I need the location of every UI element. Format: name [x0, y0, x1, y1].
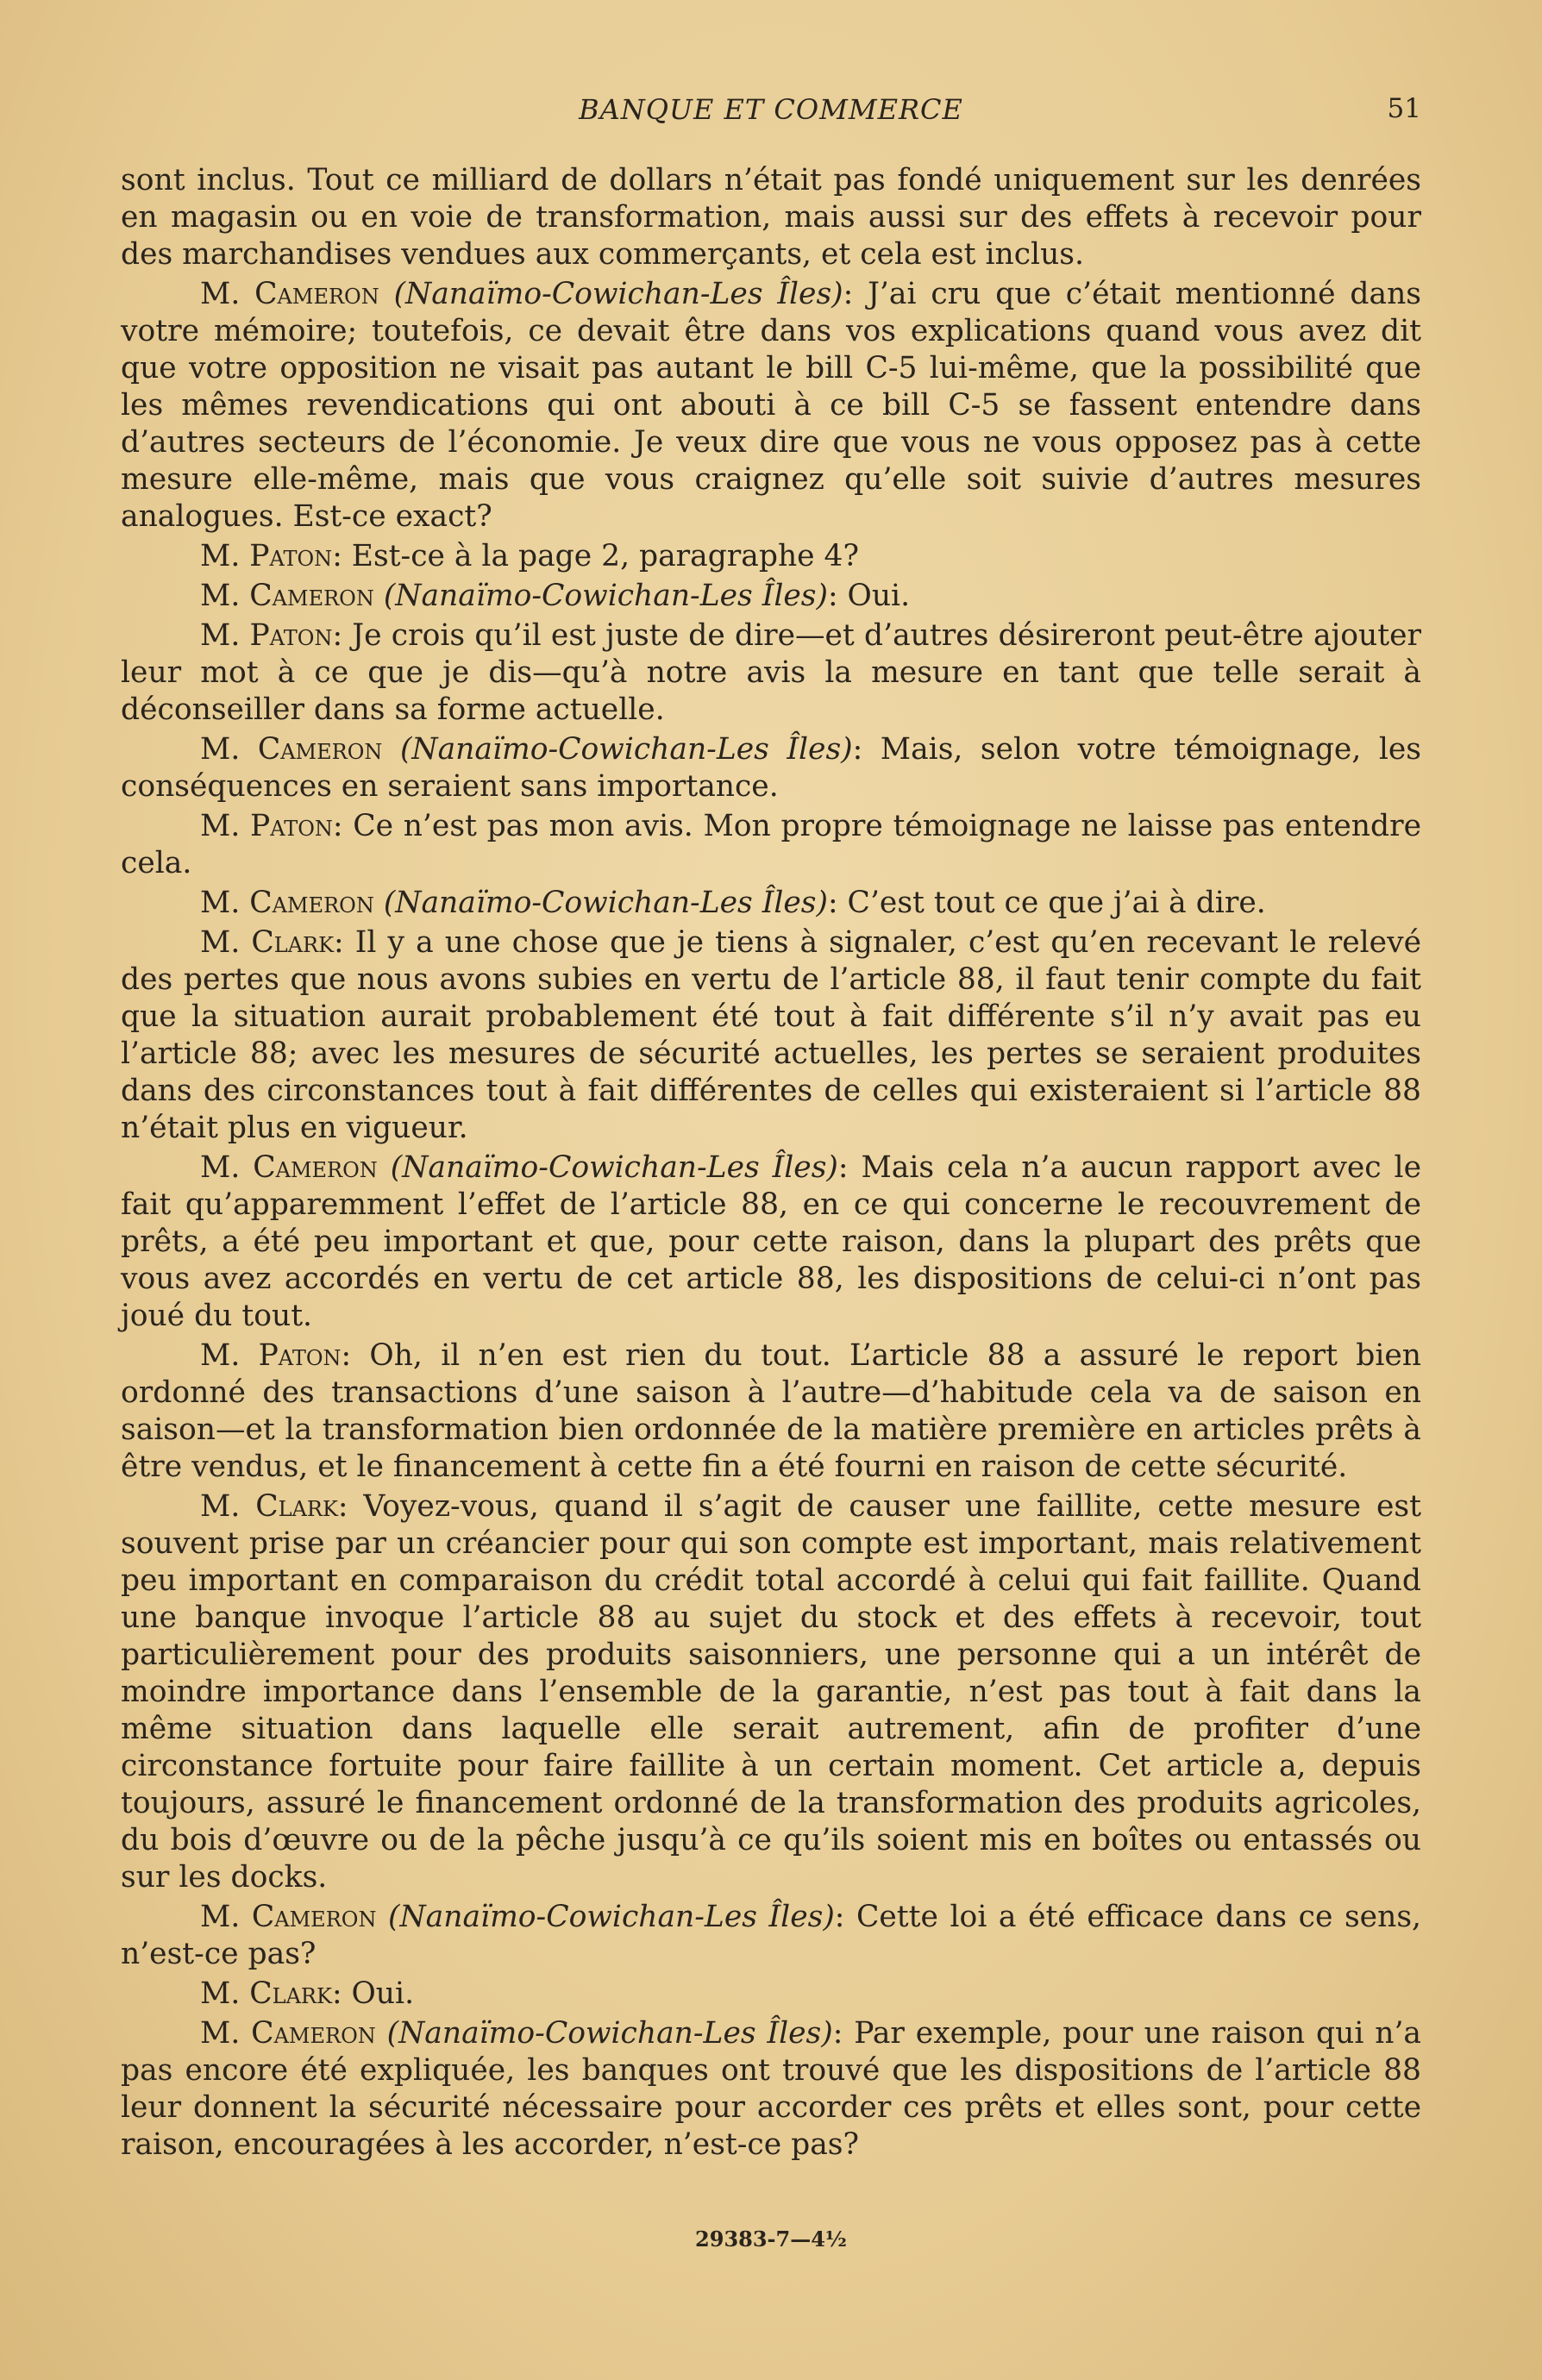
paragraph — [121, 885, 1421, 922]
speaker-name: Paton — [249, 539, 333, 573]
speaker-name: Clark — [249, 1976, 332, 2011]
speaker-name: Clark — [251, 925, 335, 960]
page-number: 51 — [1387, 93, 1421, 124]
speaker-prefix: M. — [200, 809, 250, 843]
speaker-name: Cameron — [253, 1150, 378, 1185]
paragraph-text: : C’est tout ce que j’ai à dire. — [827, 886, 1266, 920]
speaker-name: Paton — [258, 1338, 342, 1373]
paragraph-text: : Mais, selon votre témoignage, les conséquences en seraient sans importance. — [121, 732, 1421, 804]
speaker-name: Paton — [249, 618, 333, 653]
running-title: BANQUE ET COMMERCE — [579, 93, 963, 126]
speaker-prefix: M. — [200, 1489, 256, 1524]
speaker-name: Cameron — [249, 579, 374, 613]
paragraph — [121, 1149, 1421, 1335]
paragraph — [121, 924, 1421, 1147]
paragraph-text: : J’ai cru que c’était mentionné dans votre mémoire; toutefois, ce devait être dans vos explications quand vous avez dit que votre opposition ne visait pas autant le bill C-5 lui-même, que la possibilité que les mêmes revendications qui ont abouti à ce bill C-5 se fassent entendre dans d’autres secteurs de l’économie. Je veux dire que vous ne vous opposez pas à cette mesure elle-même, mais que vous craignez qu’elle soit suivie d’autres mesures analogues. Est-ce exact? — [121, 277, 1421, 534]
speaker-riding: (Nanaïmo-Cowichan-Les Îles) — [383, 579, 828, 613]
paragraph-text: : Oui. — [827, 579, 911, 613]
speaker-riding: (Nanaïmo-Cowichan-Les Îles) — [390, 1150, 838, 1185]
paragraph-text: : Ce n’est pas mon avis. Mon propre témoignage ne laisse pas entendre cela. — [121, 809, 1421, 880]
speaker-prefix: M. — [200, 579, 250, 613]
paragraph-text: : Voyez-vous, quand il s’agit de causer une faillite, cette mesure est souvent prise par un créancier pour qui son compte est important, mais relativement peu important en comparaison du crédit total accordé à celui qui fait faillite. Quand une banque invoque l’article 88 au sujet du stock et des effets à recevoir, tout particulièrement pour des produits saisonniers, une personne qui a un intérêt de moindre importance dans l’ensemble de la garantie, n’est pas tout à fait dans la même situation dans laquelle elle serait autrement, afin de profiter d’une circonstance fortuite pour faire faillite à un certain moment. Cet article a, depuis toujours, assuré le financement ordonné de la transformation des produits agricoles, du bois d’œuvre ou de la pêche jusqu’à ce qu’ils soient mis en boîtes ou entassés ou sur les docks. — [121, 1489, 1421, 1895]
paragraph — [121, 1899, 1421, 1973]
paragraph-text: sont inclus. Tout ce milliard de dollars n’était pas fondé uniquement sur les denrées en magasin ou en voie de transformation, mais aussi sur des effets à recevoir pour des marchandises vendues aux commerçants, et cela est inclus. — [121, 163, 1421, 272]
running-header — [121, 93, 1421, 136]
paragraph — [121, 1337, 1421, 1486]
paragraph — [121, 2015, 1421, 2164]
paragraph — [121, 538, 1421, 575]
paragraph — [121, 1976, 1421, 2013]
paragraph — [121, 162, 1421, 273]
paragraph — [121, 578, 1421, 615]
speaker-riding: (Nanaïmo-Cowichan-Les Îles) — [393, 277, 843, 311]
paragraph — [121, 276, 1421, 536]
speaker-prefix: M. — [200, 1976, 250, 2011]
speaker-prefix: M. — [200, 925, 252, 960]
speaker-name: Clark — [255, 1489, 338, 1524]
paragraph-text: : Cette loi a été efficace dans ce sens, n’est-ce pas? — [121, 1900, 1421, 1971]
paragraph — [121, 731, 1421, 805]
speaker-name: Cameron — [257, 732, 383, 767]
speaker-riding: (Nanaïmo-Cowichan-Les Îles) — [399, 732, 853, 767]
paragraph-text: : Il y a une chose que je tiens à signaler, c’est qu’en recevant le relevé des pertes que nous avons subies en vertu de l’article 88, il faut tenir compte du fait que la situation aurait probablement été tout à fait différente s’il n’y avait pas eu l’article 88; avec les mesures de sécurité actuelles, les pertes se seraient produites dans des circonstances tout à fait différentes de celles qui existeraient si l’article 88 n’était plus en vigueur. — [121, 925, 1421, 1145]
speaker-prefix: M. — [200, 539, 250, 573]
speaker-prefix: M. — [200, 1900, 252, 1934]
speaker-prefix: M. — [200, 2016, 252, 2051]
speaker-riding: (Nanaïmo-Cowichan-Les Îles) — [386, 2016, 833, 2051]
paragraph-text: : Je crois qu’il est juste de dire—et d’autres désireront peut-être ajouter leur mot à ce que je dis—qu’à notre avis la mesure en tant que telle serait à déconseiller dans sa forme actuelle. — [121, 618, 1421, 727]
paragraph-text: : Est-ce à la page 2, paragraphe 4? — [332, 539, 859, 573]
paragraph-text: : Mais cela n’a aucun rapport avec le fait qu’apparemment l’effet de l’article 88, en ce qui concerne le recouvrement de prêts, a été peu important et que, pour cette raison, dans la plupart des prêts que vous avez accordés en vertu de cet article 88, les dispositions de celui-ci n’ont pas joué du tout. — [121, 1150, 1421, 1333]
speaker-prefix: M. — [200, 277, 255, 311]
paragraph — [121, 617, 1421, 729]
speaker-riding: (Nanaïmo-Cowichan-Les Îles) — [383, 886, 828, 920]
speaker-name: Paton — [249, 809, 333, 843]
paragraph-text: : Oui. — [331, 1976, 415, 2011]
paragraph-text: : Oh, il n’en est rien du tout. L’article 88 a assuré le report bien ordonné des transactions d’une saison à l’autre—d’habitude cela va de saison en saison—et la transformation bien ordonnée de la matière première en articles prêts à être vendus, et le financement à cette fin a été fourni en raison de cette sécurité. — [121, 1338, 1421, 1484]
speaker-name: Cameron — [249, 886, 374, 920]
speaker-prefix: M. — [200, 1150, 254, 1185]
body-text — [121, 162, 1421, 2166]
speaker-prefix: M. — [200, 886, 250, 920]
speaker-prefix: M. — [200, 1338, 259, 1373]
speaker-riding: (Nanaïmo-Cowichan-Les Îles) — [388, 1900, 835, 1934]
paragraph — [121, 1488, 1421, 1896]
paragraph-text: : Par exemple, pour une raison qui n’a pas encore été expliquée, les banques ont trouvé que les dispositions de l’article 88 leur donnent la sécurité nécessaire pour accorder ces prêts et elles sont, pour cette raison, encouragées à les accorder, n’est-ce pas? — [121, 2016, 1421, 2162]
speaker-prefix: M. — [200, 618, 250, 653]
speaker-name: Cameron — [251, 2016, 376, 2051]
speaker-name: Cameron — [251, 1900, 377, 1934]
printer-code: 29383-7—4½ — [695, 2227, 847, 2252]
paragraph — [121, 808, 1421, 882]
speaker-prefix: M. — [200, 732, 258, 767]
speaker-name: Cameron — [254, 277, 379, 311]
